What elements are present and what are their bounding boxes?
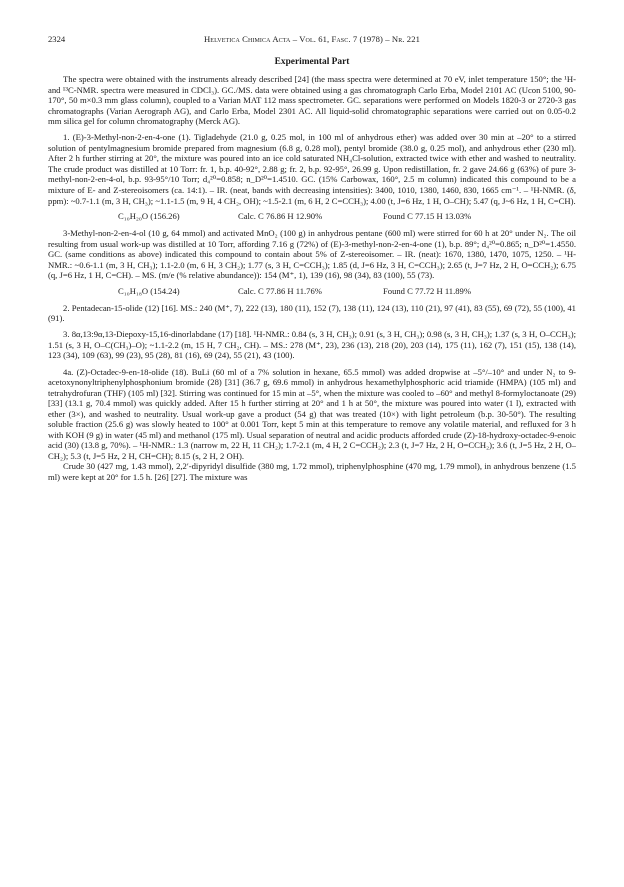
calculated-values: Calc. C 76.86 H 12.90% — [238, 211, 323, 222]
found-values: Found C 77.72 H 11.89% — [383, 285, 472, 296]
paragraph-compound-18: 4a. (Z)-Octadec-9-en-18-olide (18). BuLi (60 ml of a 7% solution in hexane, 65.5 mmol) was added dropwise at –5°/–10° and under N₂ to 9-acetoxynonyltriphenylphosphonium bromide (28) [31] (36.7 g, 69.6 mmol) in anhydrous hexamethylphosphoric acid triamide (HMPA) (105 ml) and tetrahydrofuran (THF) (105 ml) [32]. Stirring was continued for 15 min at –5°, when the mixture was cooled to –60° and methyl 8-formyloctanoate (29) [33] (13.1 g, 70.4 mmol) was quickly added. After 15 h further stirring at 20° and 1 h at 50°, the mixture was poured into water (1 l), extracted with ether (3×), and washed to neutrality. Usual work-up gave a product (54 g) that was treated (10×) with light petroleum (b.p. 30-50°). The resulting soluble fraction (25.6 g) was slowly heated to 100° at 0.001 Torr, kept 5 min at this temperature to remove any volatile material, and refluxed for 3 h with KOH (9 g) in water (45 ml) and methanol (175 ml). Usual separation of neutral and acidic products afforded crude (Z)-18-hydroxy-octadec-9-enoic acid (30) (13.8 g, 70%). – ¹H-NMR.: 1.3 (narrow m, 22 H, 11 CH₂); 1.7-2.1 (m, 4 H, 2 C=CCH₂); 2.3 (t, J=7 Hz, 2 H, O=CCH₂); 3.6 (t, J=5 Hz, 2 H, O–CH₂); 5.3 (t, J=5 Hz, 2 H, CH=CH); 8.15 (s, 2 H, 2 OH). — [48, 366, 576, 461]
paragraph-compound-17: 3. 8α,13:9α,13-Diepoxy-15,16-dinorlabdane (17) [18]. ¹H-NMR.: 0.84 (s, 3 H, CH₃); 0.91 (s, 3 H, CH₃); 0.98 (s, 3 H, CH₃); 1.37 (s, 3 H, O–CCH₃); 1.51 (s, 3 H, O–C(CH₃)–O); ~1.1-2.2 (m, 15 H, 7 CH₂, CH). – MS.: 278 (M⁺, 23), 236 (13), 218 (20), 203 (14), 175 (11), 162 (7), 151 (15), 138 (14), 123 (34), 109 (63), 99 (23), 95 (28), 81 (16), 69 (24), 55 (21), 43 (100). — [48, 329, 576, 361]
paragraph-compound-1: 1. (E)-3-Methyl-non-2-en-4-one (1). Tigladehyde (21.0 g, 0.25 mol, in 100 ml of anhydrous ether) was added over 30 min at –20° to a stirred solution of pentylmagnesium bromide prepared from magnesium (6.8 g, 0.28 mol), pentyl bromide (38.0 g, 0.25 mol), and anhydrous ether (230 ml). After 2 h further stirring at 20°, the mixture was poured into an ice cold saturated NH₄Cl-solution, extracted twice with ether and washed to neutrality. The crude product was distilled at 10 Torr: fr. 1, b.p. 40-92°, 2.88 g; fr. 2, b.p. 92-95°, 26.99 g. Upon redistillation, fr. 2 gave 24.66 g (63%) of pure 3-methyl-non-2-en-4-ol, b.p. 93-95°/10 Torr; d₄²⁰=0.858; n_D²⁰=1.4510. GC. (15% Carbowax, 160°, 2.5 m column) indicated this compound to be a mixture of E- and Z-stereoisomers (ca. 14:1). – IR. (neat, bands with decreasing intensities): 3400, 1010, 1380, 1460, 830, 1665 cm⁻¹. – ¹H-NMR. (δ, ppm): ~0.7-1.1 (m, 3 H, CH₃); ~1.1-1.5 (m, 9 H, 4 CH₂, OH); ~1.5-2.1 (m, 6 H, 2 C=CCH₃); 4.00 (t, J=6 Hz, 1 H, O–CH); 5.47 (q, J~6 Hz, 1 H, C=CH). — [48, 132, 576, 206]
paragraph-crude-30: Crude 30 (427 mg, 1.43 mmol), 2,2′-dipyridyl disulfide (380 mg, 1.72 mmol), triphenylphosphine (470 mg, 1.79 mmol), in anhydrous benzene (1.5 ml) were kept at 20° for 1.5 h. [26] [27]. The mixture was — [48, 461, 576, 482]
intro-paragraph: The spectra were obtained with the instruments already described [24] (the mass spectra were determined at 70 eV, inlet temperature 150°; the ¹H- and ¹³C-NMR. spectra were measured in CDCl₃). GC./MS. data were obtained using a gas chromatograph Carlo Erba, Model 2101 AC (Ucon 5100, 90-170°, 50 m×0.3 mm glass column), coupled to a Varian MAT 112 mass spectrometer. GC. separations were performed on Models 1820-3 or 2720-3 gas chromatographs (Varian Aerograph AG), and Carlo Erba, Model 2301 AC. All liquid-solid chromatographic separations were carried out on 0.05-0.2 mm silica gel for column chromatography (Merck AG). — [48, 74, 576, 127]
page — [48, 34, 576, 483]
calculated-values: Calc. C 77.86 H 11.76% — [238, 285, 322, 296]
elemental-analysis-1 — [48, 211, 576, 222]
elemental-analysis-2 — [48, 286, 576, 297]
molecular-formula: C₁₀H₁₈O (154.24) — [118, 285, 180, 296]
found-values: Found C 77.15 H 13.03% — [383, 211, 472, 222]
section-title: Experimental Part — [274, 57, 350, 67]
molecular-formula: C₁₀H₂₀O (156.26) — [118, 211, 180, 222]
page-number: 2324 — [48, 34, 66, 44]
paragraph-compound-12: 2. Pentadecan-15-olide (12) [16]. MS.: 240 (M⁺, 7), 222 (13), 180 (11), 152 (7), 138 (11), 124 (13), 110 (21), 97 (41), 83 (55), 69 (72), 55 (100), 41 (91). — [48, 302, 576, 324]
paragraph-oxidation: 3-Methyl-non-2-en-4-ol (10 g, 64 mmol) and activated MnO₂ (100 g) in anhydrous pentane (600 ml) were stirred for 60 h at 20° under N₂. The oil resulting from usual work-up was distilled at 10 Torr, affording 7.16 g (72%) of (E)-3-methyl-non-2-en-4-one (1), b.p. 89°; d₄²⁰=0.865; n_D²⁰=1.4550. GC. (same conditions as above) indicated this compound to contain about 5% of Z-stereoisomer. – IR. (neat): 1670, 1380, 1470, 1075, 1250. – ¹H-NMR.: ~0.6-1.1 (m, 3 H, CH₃); 1.1-2.0 (m, 6 H, 3 CH₂); 1.77 (s, 3 H, C=CCH₃); 1.85 (d, J=6 Hz, 3 H, C=CCH₃); 2.65 (t, J=7 Hz, 2 H, O=CCH₂); 6.75 (q, J=6 Hz, 1 H, C=CH). – MS. (m/e (% relative abundance)): 154 (M⁺, 1), 139 (16), 98 (34), 83 (100), 55 (73). — [48, 228, 576, 281]
running-header — [48, 34, 576, 45]
journal-title: Helvetica Chimica Acta – Vol. 61, Fasc. 7 (1978) – Nr. 221 — [204, 34, 420, 44]
